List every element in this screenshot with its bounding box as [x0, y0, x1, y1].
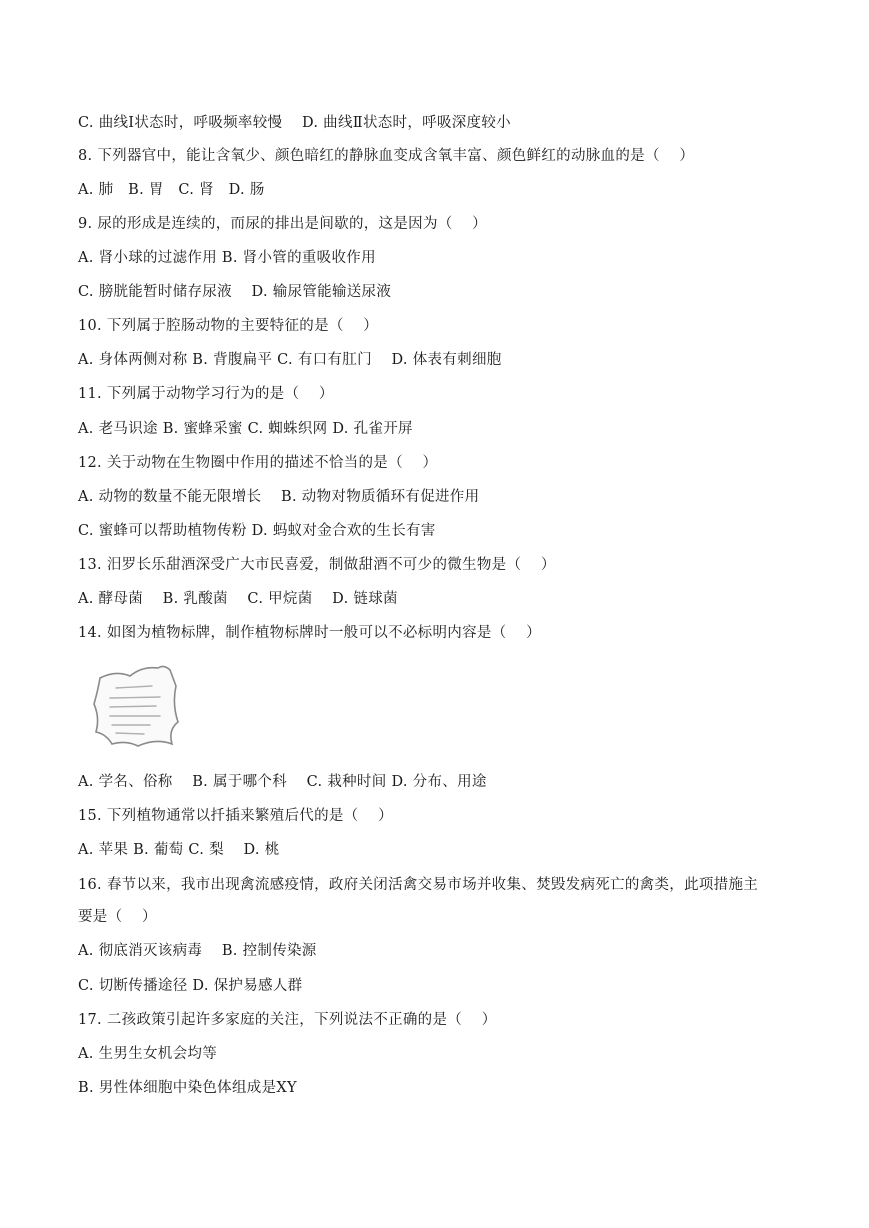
question-8: 8. 下列器官中，能让含氧少、颜色暗红的静脉血变成含氧丰富、颜色鲜红的动脉血的是（ ）: [78, 148, 695, 164]
question-13: 13. 汨罗长乐甜酒深受广大市民喜爱，制做甜酒不可少的微生物是（ ）: [78, 557, 556, 573]
question-12-options-cd: C. 蜜蜂可以帮助植物传粉 D. 蚂蚁对金合欢的生长有害: [78, 523, 436, 539]
option-line: C. 曲线Ⅰ状态时，呼吸频率较慢 D. 曲线Ⅱ状态时，呼吸深度较小: [78, 115, 511, 131]
question-9: 9. 尿的形成是连续的，而尿的排出是间歇的，这是因为（ ）: [78, 216, 487, 232]
question-16-options-ab: A. 彻底消灭该病毒 B. 控制传染源: [78, 943, 317, 959]
question-12: 12. 关于动物在生物圈中作用的描述不恰当的是（ ）: [78, 455, 438, 471]
question-10: 10. 下列属于腔肠动物的主要特征的是（ ）: [78, 318, 379, 334]
question-14-options: A. 学名、俗称 B. 属于哪个科 C. 栽种时间 D. 分布、用途: [78, 774, 487, 790]
question-9-options-cd: C. 膀胱能暂时储存尿液 D. 输尿管能输送尿液: [78, 284, 392, 300]
question-17: 17. 二孩政策引起许多家庭的关注，下列说法不正确的是（ ）: [78, 1012, 497, 1028]
question-14: 14. 如图为植物标牌，制作植物标牌时一般可以不必标明内容是（ ）: [78, 625, 541, 641]
question-11-options: A. 老马识途 B. 蜜蜂采蜜 C. 蜘蛛织网 D. 孔雀开屏: [78, 421, 413, 437]
question-11: 11. 下列属于动物学习行为的是（ ）: [78, 386, 334, 402]
question-16-options-cd: C. 切断传播途径 D. 保护易感人群: [78, 978, 303, 994]
question-15-options: A. 苹果 B. 葡萄 C. 梨 D. 桃: [78, 842, 280, 858]
plant-sign-image: [86, 660, 186, 752]
question-17-option-a: A. 生男生女机会均等: [78, 1046, 217, 1062]
question-15: 15. 下列植物通常以扦插来繁殖后代的是（ ）: [78, 808, 393, 824]
question-13-options: A. 酵母菌 B. 乳酸菌 C. 甲烷菌 D. 链球菌: [78, 591, 398, 607]
question-16-continued: 要是（ ）: [78, 909, 157, 925]
question-10-options: A. 身体两侧对称 B. 背腹扁平 C. 有口有肛门 D. 体表有刺细胞: [78, 352, 502, 368]
question-9-options-ab: A. 肾小球的过滤作用 B. 肾小管的重吸收作用: [78, 250, 376, 266]
question-12-options-ab: A. 动物的数量不能无限增长 B. 动物对物质循环有促进作用: [78, 489, 480, 505]
question-16: 16. 春节以来，我市出现禽流感疫情，政府关闭活禽交易市场并收集、焚毁发病死亡的禽类，此项措施主: [78, 877, 759, 893]
question-8-options: A. 肺 B. 胃 C. 肾 D. 肠: [78, 182, 265, 198]
question-17-option-b: B. 男性体细胞中染色体组成是XY: [78, 1080, 297, 1096]
